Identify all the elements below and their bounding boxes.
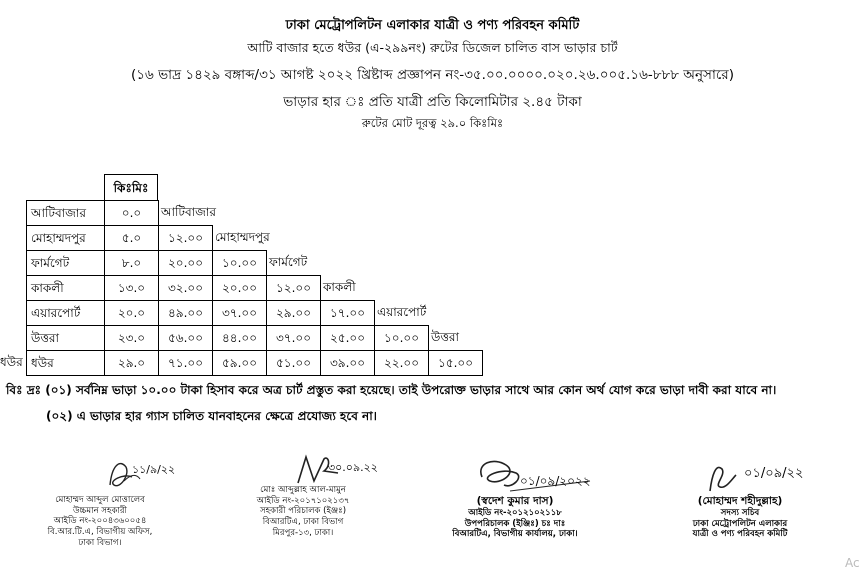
signature-2-image [228,455,378,485]
note-2: (০২) এ ভাড়ার হার গ্যাস চালিত যানবাহনের ক্ষেত্রে প্রযোজ্য হবে না। [46,409,377,423]
stop-km: ২৯.০ [104,350,159,376]
fare-cell: ১৫.০০ [428,350,483,376]
fare-cell: ১২.০০ [266,275,321,301]
notification-reference: (১৬ ভাদ্র ১৪২৯ বঙ্গাব্দ/৩১ আগষ্ট ২০২২ খ্রিষ্টাব্দ প্রজ্ঞাপন নং-৩৫.০০.০০০০.০২০.২৬.০০৫.১৬-৮৮৮ অনুসারে) [131,67,734,83]
signatory-line: আইডি নং-২০০৪৩৬০০৫৪ [53,516,147,527]
diagonal-stop-label: এয়ারপোর্ট [377,305,427,319]
fare-cell: ৪৯.০০ [158,300,213,326]
diagonal-stop-label: উত্তরা [431,330,460,344]
fare-cell: ৭১.০০ [158,350,213,376]
stop-name: উত্তরা [26,325,105,351]
stop-name: কাকলী [26,275,105,301]
diagonal-stop-label: ফার্মগেট [269,255,308,269]
signature-block-1 [30,455,176,548]
fare-cell: ৩৯.০০ [320,350,375,376]
stop-name: আটিবাজার [26,200,105,226]
signatory-line: বিআরটিএ, ঢাকা বিভাগ [262,516,344,527]
signatory-line: ঢাকা মেট্রোপলিটন এলাকার [692,518,788,529]
stop-km: ০.০ [104,200,159,226]
signature-3-image [420,455,610,495]
diagonal-stop-label: আটিবাজার [161,205,216,219]
stop-km: ২৩.০ [104,325,159,351]
signature-2-date: ৩০.০৯.২২ [328,461,378,474]
signatory-line: মোহাম্মদ আব্দুল মোত্তালেব [55,495,145,505]
signatory-4-name: (মোহাম্মদ শহীদুল্লাহ) [697,495,783,507]
signature-1-date: ১১/৯/২২ [132,463,176,476]
stop-name: এয়ারপোর্ট [26,300,105,326]
fare-cell: ৪৪.০০ [212,325,267,351]
signatory-line: সহকারী পরিচালক (ইঞ্জঃ) [259,506,347,517]
route-title: আটি বাজার হতে ধউর (এ-২৯৯নং) রুটের ডিজেল চালিত বাস ভাড়ার চার্ট [247,40,618,55]
diagonal-stop-label: মোহাম্মদপুর [215,230,270,244]
signatory-line: উচ্চমান সহকারী [72,505,127,516]
fare-cell: ৫৬.০০ [158,325,213,351]
fare-cell: ২০.০০ [212,275,267,301]
signatory-line: যাত্রী ও পণ্য পরিবহন কমিটি [692,529,788,540]
signature-4-image [640,455,840,495]
fare-cell: ১০.০০ [374,325,429,351]
fare-cell: ২৫.০০ [320,325,375,351]
signatory-line: সদস্য সচিব [720,508,760,519]
fare-cell: ১২.০০ [158,225,213,251]
fare-cell: ৩২.০০ [158,275,213,301]
fare-cell: ১০.০০ [212,250,267,276]
note-1: বিঃ দ্রঃ (০১) সর্বনিম্ন ভাড়া ১০.০০ টাকা হিসাব করে অত্র চার্ট প্রস্তুত করা হয়েছে। তাই উপরোক্ত ভাড়ার সাথে আর কোন অর্থ যোগ করে ভাড়া দাবী করা যাবে না। [6,383,777,397]
fare-rate: ভাড়ার হার ঃ প্রতি যাত্রী প্রতি কিলোমিটার ২.৪৫ টাকা [283,94,582,110]
fare-cell: ৩৭.০০ [266,325,321,351]
signatory-line: আইডি নং-২০১২১০২১১৮ [468,508,562,519]
signature-block-2 [228,455,378,538]
signatory-line: আইডি নং-২০১৭১০২১৩৭ [256,495,350,506]
stop-km: ১৩.০ [104,275,159,301]
signatory-line: ঢাকা বিভাগ। [78,537,122,548]
signature-3-date: ০১/০৯/২০২২ [520,474,591,488]
fare-cell: ৩৭.০০ [212,300,267,326]
signatory-line: বিআরটিএ, বিভাগীয় কার্যালয়, ঢাকা। [452,529,578,540]
stop-name: ফার্মগেট [26,250,105,276]
stop-name: ধউর [26,350,105,376]
signatory-3-name: (স্বদেশ কুমার দাস) [476,495,554,507]
stop-name: মোহাম্মদপুর [26,225,105,251]
fare-cell: ৫৯.০০ [212,350,267,376]
fare-cell: ২০.০০ [158,250,213,276]
signatory-line: বি.আর.টি.এ, বিভাগীয় অফিস, [47,526,153,537]
signatory-line: মোঃ আব্দুল্লাহ আল-মামুন [260,485,346,495]
stop-km: ৫.০ [104,225,159,251]
fare-cell: ২২.০০ [374,350,429,376]
committee-title: ঢাকা মেট্রোপলিটন এলাকার যাত্রী ও পণ্য পরিবহন কমিটি [285,18,580,33]
watermark-text: Ac [845,556,860,570]
km-column-header: কিঃমিঃ [104,174,158,201]
stop-km: ৮.০ [104,250,159,276]
fare-cell: ৫১.০০ [266,350,321,376]
fare-cell: ২৯.০০ [266,300,321,326]
diagonal-stop-label: কাকলী [323,280,356,294]
signatory-line: উপপরিচালক (ইঞ্জিঃ) চঃ দাঃ [464,518,566,529]
signature-block-4 [640,455,840,540]
stop-km: ২০.০ [104,300,159,326]
route-distance: রুটের মোট দূরত্ব ২৯.০ কিঃমিঃ [361,116,504,130]
signature-block-3 [420,455,610,540]
signatory-line: মিরপুর-১৩, ঢাকা। [272,527,334,538]
diagonal-stop-label: ধউর [0,355,23,369]
fare-cell: ১৭.০০ [320,300,375,326]
signature-1-image [40,455,176,495]
signature-4-date: ০১/০৯/২২ [744,466,804,481]
